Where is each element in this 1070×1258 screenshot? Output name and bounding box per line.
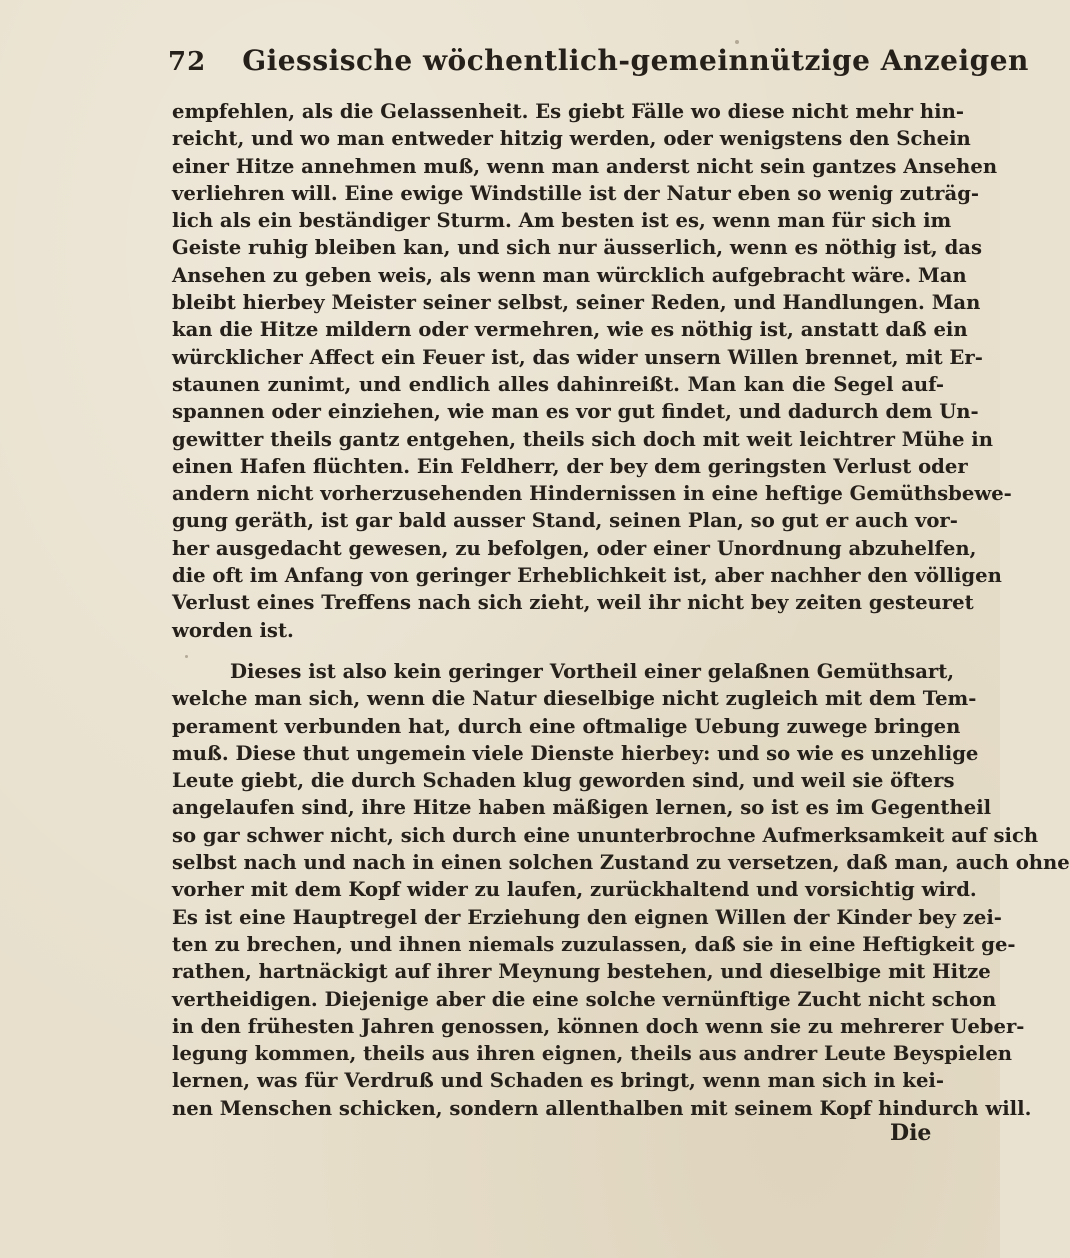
- text-line: andern nicht vorherzusehenden Hindernissen in eine heftige Gemüthsbewe-: [172, 482, 1012, 506]
- paper-speck: [965, 995, 967, 997]
- text-line: rathen, hartnäckigt auf ihrer Meynung bestehen, und dieselbige mit Hitze: [172, 960, 991, 984]
- text-line: Leute giebt, die durch Schaden klug geworden sind, und weil sie öfters: [172, 769, 955, 793]
- text-line: Es ist eine Hauptregel der Erziehung den eignen Willen der Kinder bey zei-: [172, 905, 1002, 929]
- text-line: Verlust eines Treffens nach sich zieht, weil ihr nicht bey zeiten gesteuret: [172, 591, 974, 615]
- catchword: Die: [890, 1120, 932, 1146]
- text-line: einer Hitze annehmen muß, wenn man anderst nicht sein gantzes Ansehen: [172, 154, 998, 178]
- text-line: worden ist.: [172, 618, 294, 642]
- running-head: Giessische wöchentlich-gemeinnützige Anzeigen: [242, 44, 1029, 77]
- text-line: welche man sich, wenn die Natur dieselbige nicht zugleich mit dem Tem-: [172, 687, 977, 711]
- paper-speck: [185, 655, 188, 658]
- text-line: in den frühesten Jahren genossen, können doch wenn sie zu mehrerer Ueber-: [172, 1014, 1025, 1038]
- text-line: verliehren will. Eine ewige Windstille ist der Natur eben so wenig zuträg-: [172, 181, 980, 205]
- text-line: muß. Diese thut ungemein viele Dienste hierbey: und so wie es unzehlige: [172, 741, 979, 765]
- text-line: die oft im Anfang von geringer Erheblichkeit ist, aber nachher den völligen: [172, 564, 1002, 588]
- text-line: vorher mit dem Kopf wider zu laufen, zurückhaltend und vorsichtig wird.: [172, 878, 977, 902]
- text-line: so gar schwer nicht, sich durch eine ununterbrochne Aufmerksamkeit auf sich: [172, 823, 1039, 847]
- body-text: [172, 98, 1070, 1122]
- text-line: lich als ein beständiger Sturm. Am besten ist es, wenn man für sich im: [172, 209, 952, 233]
- text-line: staunen zunimt, und endlich alles dahinreißt. Man kan die Segel auf-: [172, 372, 944, 396]
- text-line: würcklicher Affect ein Feuer ist, das wider unsern Willen brennet, mit Er-: [172, 345, 983, 369]
- text-line: gung geräth, ist gar bald ausser Stand, seinen Plan, so gut er auch vor-: [172, 509, 958, 533]
- page-number: 72: [168, 47, 207, 77]
- text-line: selbst nach und nach in einen solchen Zustand zu versetzen, daß man, auch ohne: [172, 851, 1070, 875]
- text-line: angelaufen sind, ihre Hitze haben mäßigen lernen, so ist es im Gegentheil: [172, 796, 992, 820]
- text-line: reicht, und wo man entweder hitzig werden, oder wenigstens den Schein: [172, 127, 971, 151]
- text-line: lernen, was für Verdruß und Schaden es bringt, wenn man sich in kei-: [172, 1069, 944, 1093]
- text-line: legung kommen, theils aus ihren eignen, theils aus andrer Leute Beyspielen: [172, 1042, 1013, 1066]
- text-line: Geiste ruhig bleiben kan, und sich nur äusserlich, wenn es nöthig ist, das: [172, 236, 982, 260]
- text-line: bleibt hierbey Meister seiner selbst, seiner Reden, und Handlungen. Man: [172, 291, 981, 315]
- paper-speck: [735, 40, 739, 44]
- paper-speck: [930, 250, 933, 253]
- text-line: perament verbunden hat, durch eine oftmalige Uebung zuwege bringen: [172, 714, 961, 738]
- text-line: ten zu brechen, und ihnen niemals zuzulassen, daß sie in eine Heftigkeit ge-: [172, 932, 1016, 956]
- page-header: [168, 44, 1029, 88]
- text-line: empfehlen, als die Gelassenheit. Es giebt Fälle wo diese nicht mehr hin-: [172, 100, 964, 123]
- text-line: nen Menschen schicken, sondern allenthalben mit seinem Kopf hindurch will.: [172, 1096, 1032, 1120]
- text-line: kan die Hitze mildern oder vermehren, wie es nöthig ist, anstatt daß ein: [172, 318, 968, 342]
- paragraph-gap: [172, 644, 944, 658]
- text-line: gewitter theils gantz entgehen, theils sich doch mit weit leichtrer Mühe in: [172, 427, 993, 451]
- paragraph-2: [172, 658, 1070, 1122]
- text-line: Ansehen zu geben weis, als wenn man würcklich aufgebracht wäre. Man: [172, 263, 967, 287]
- text-line: einen Hafen flüchten. Ein Feldherr, der bey dem geringsten Verlust oder: [172, 454, 968, 478]
- text-line: spannen oder einziehen, wie man es vor gut findet, und dadurch dem Un-: [172, 400, 979, 424]
- text-line: vertheidigen. Diejenige aber die eine solche vernünftige Zucht nicht schon: [172, 987, 997, 1011]
- text-line: her ausgedacht gewesen, zu befolgen, oder einer Unordnung abzuhelfen,: [172, 536, 977, 560]
- text-line: Dieses ist also kein geringer Vortheil einer gelaßnen Gemüthsart,: [230, 659, 955, 683]
- paragraph-1: [172, 98, 1012, 644]
